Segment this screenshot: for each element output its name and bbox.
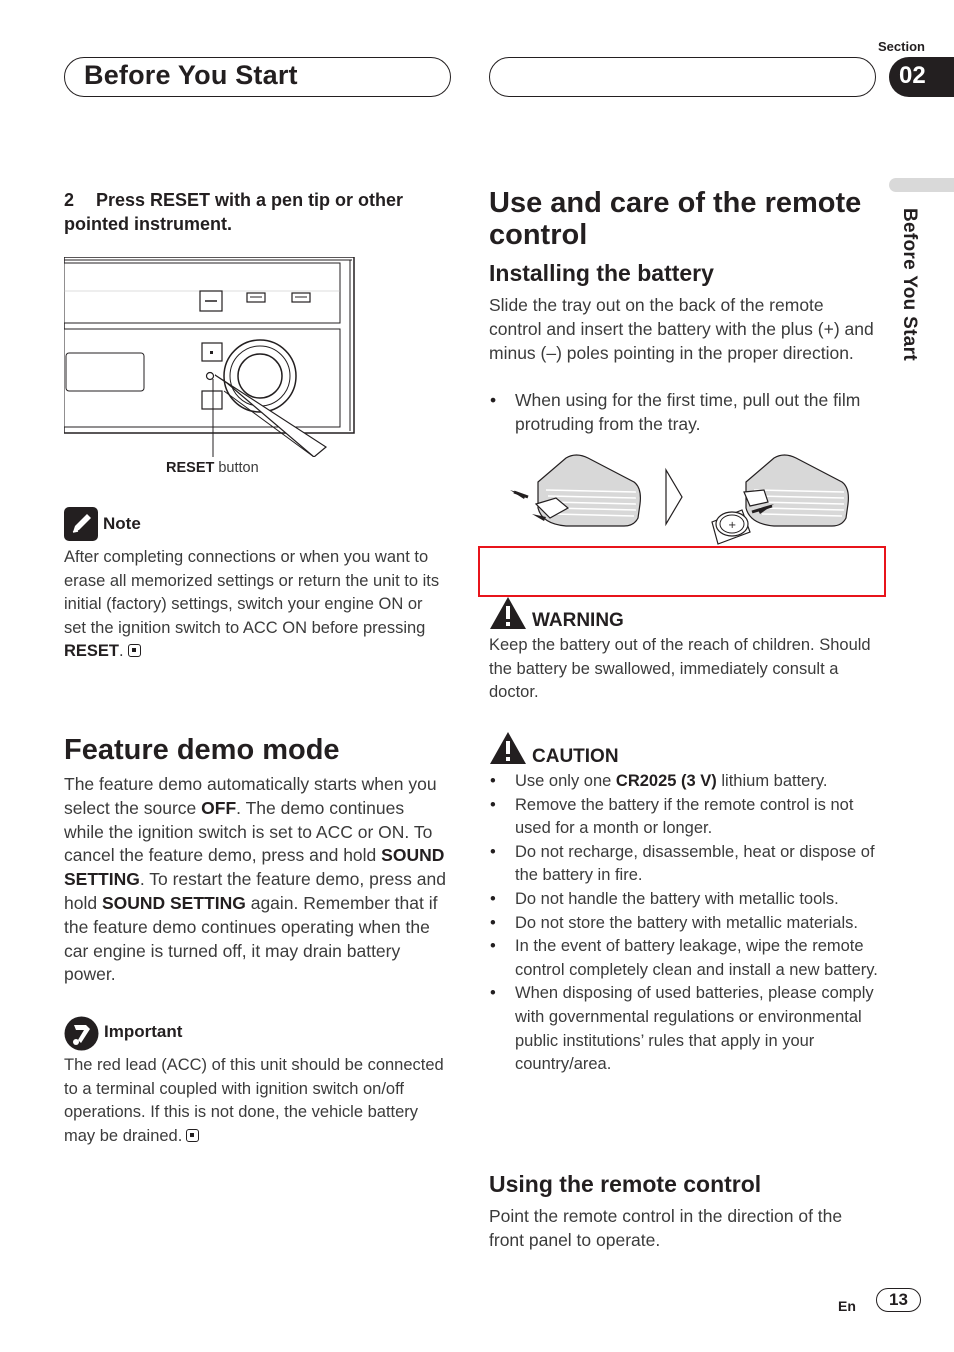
list-item	[489, 770, 879, 794]
feature-demo-heading: Feature demo mode	[64, 734, 340, 766]
step-2	[64, 188, 434, 236]
list-item: • Do not recharge, disassemble, heat or dispose of the battery in fire.	[489, 841, 879, 888]
step-number: 2	[64, 190, 75, 210]
svg-text:+: +	[728, 520, 737, 531]
caution-b1-post: lithium battery.	[716, 772, 828, 790]
note-body: After completing connections or when you want to erase all memorized settings or return the unit to its initial (factory) settings, switch your engine ON or set the ignition switch to ACC ON before pressing	[64, 548, 440, 637]
note-end: .	[119, 642, 124, 661]
note-reset-bold: RESET	[64, 642, 120, 661]
figure-caption	[166, 460, 259, 476]
header-blank-frame	[489, 57, 876, 97]
installing-bullets	[489, 389, 877, 437]
figure-caption-rest: button	[214, 460, 259, 476]
warning-text: Keep the battery out of the reach of children. Should the battery be swallowed, immediately consult a doctor.	[489, 636, 871, 702]
list-item: • When disposing of used batteries, please comply with governmental regulations or environmental public institutions’ rules that apply in your country/area.	[489, 982, 879, 1076]
caution-b1-pre: Use only one	[515, 772, 616, 790]
caution-list	[489, 770, 879, 1077]
caution-triangle-icon	[489, 731, 527, 765]
feature-demo-p1: The feature demo automatically starts when you select the source	[64, 774, 437, 818]
list-item: • Do not handle the battery with metallic tools.	[489, 888, 879, 912]
warning-label: WARNING	[532, 610, 624, 631]
end-mark-icon	[186, 1129, 199, 1142]
note-pencil-icon	[64, 507, 98, 541]
page-number: 13	[876, 1288, 921, 1312]
feature-demo-p3: . To restart the feature demo, press and hold	[64, 869, 446, 913]
caution-label: CAUTION	[532, 746, 619, 767]
list-item: • Remove the battery if the remote control is not used for a month or longer.	[489, 794, 879, 841]
list-item: • When using for the first time, pull out the film protruding from the tray.	[489, 389, 877, 437]
note-text	[64, 546, 449, 664]
important-label: Important	[104, 1022, 183, 1041]
note-label: Note	[103, 514, 141, 533]
using-text: Point the remote control in the direction of the front panel to operate.	[489, 1206, 843, 1250]
important-body: The red lead (ACC) of this unit should be connected to a terminal coupled with ignition switch on/off operations. If this is not done, the vehicle battery may be drained.	[64, 1056, 444, 1145]
warning-triangle-icon	[489, 596, 527, 630]
battery-install-illustration	[506, 452, 858, 552]
installing-heading: Installing the battery	[489, 260, 714, 286]
reset-button-illustration	[64, 257, 356, 457]
figure-caption-bold: RESET	[166, 460, 215, 476]
side-tab-label: Before You Start	[899, 208, 920, 361]
sound-setting-keyword-2: SOUND SETTING	[101, 892, 246, 913]
end-mark-icon	[128, 644, 141, 657]
step-text: Press RESET with a pen tip or other pointed instrument.	[64, 190, 404, 234]
feature-demo-text	[64, 773, 446, 987]
section-number: 02	[899, 62, 926, 89]
feature-demo-p2: . The demo continues while the ignition switch is set to ACC or ON. To cancel the feature demo, press and hold	[64, 797, 433, 866]
off-keyword: OFF	[201, 797, 237, 818]
installing-text: Slide the tray out on the back of the remote control and insert the battery with the plus (+) and minus (–) poles pointing in the proper direction.	[489, 295, 874, 363]
important-icon	[64, 1016, 99, 1051]
sound-setting-keyword: SOUND SETTING	[64, 845, 445, 890]
annotation-highlight-box	[478, 546, 886, 597]
using-heading: Using the remote control	[489, 1171, 762, 1197]
side-tab-marker	[889, 178, 954, 192]
list-item: • Do not store the battery with metallic materials.	[489, 912, 879, 936]
important-text	[64, 1054, 449, 1148]
use-care-heading: Use and care of the remote control	[489, 187, 862, 251]
section-label: Section	[878, 39, 925, 54]
page-title: Before You Start	[84, 60, 298, 90]
language-code: En	[838, 1298, 856, 1314]
battery-type: CR2025 (3 V)	[615, 772, 717, 790]
feature-demo-p4: again. Remember that if the feature demo continues operating when the car engine is turned off, it may drain battery power.	[64, 892, 438, 985]
section-number-badge	[889, 57, 954, 97]
list-item: • In the event of battery leakage, wipe the remote control completely clean and install a new battery.	[489, 935, 879, 982]
